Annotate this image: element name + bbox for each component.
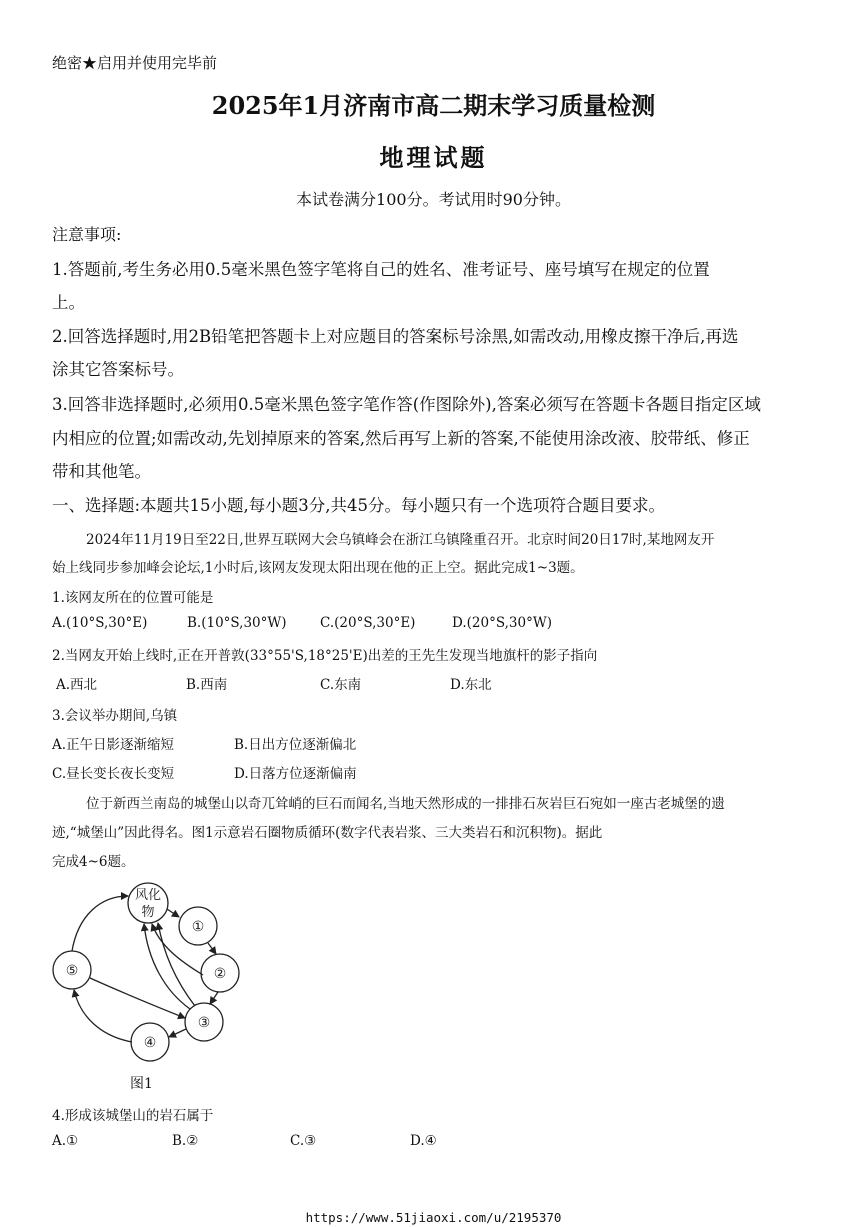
footer-url[interactable]: https://www.51jiaoxi.com/u/2195370 xyxy=(305,1210,562,1225)
exam-info: 本试卷满分100分。考试用时90分钟。 xyxy=(296,190,571,209)
notice-line: 2.回答选择题时,用2B铅笔把答题卡上对应题目的答案标号涂黑,如需改动,用橡皮擦干净后,再选 xyxy=(52,327,739,346)
arrow-5-to-3 xyxy=(90,978,185,1018)
passage-line: 迹,“城堡山”因此得名。图1示意岩石圈物质循环(数字代表岩浆、三大类岩石和沉积物)。据此 xyxy=(52,825,603,841)
arrow-1-to-2 xyxy=(208,943,216,954)
rock-cycle-diagram xyxy=(40,876,250,1066)
passage-line: 2024年11月19日至22日,世界互联网大会乌镇峰会在浙江乌镇隆重召开。北京时间20日17时,某地网友开 xyxy=(86,532,715,548)
passage-line: 位于新西兰南岛的城堡山以奇兀耸峭的巨石而闻名,当地天然形成的一排排石灰岩巨石宛如一座古老城堡的遗 xyxy=(86,796,725,812)
notice-title: 注意事项: xyxy=(52,225,122,244)
node-label: 物 xyxy=(141,905,155,920)
notice-line: 上。 xyxy=(52,293,85,312)
question-4-stem: 4.形成该城堡山的岩石属于 xyxy=(52,1108,214,1124)
notice-line: 1.答题前,考生务必用0.5毫米黑色签字笔将自己的姓名、准考证号、座号填写在规定的位置 xyxy=(52,260,710,279)
arrow-4-to-5 xyxy=(74,990,132,1042)
section-heading: 一、选择题:本题共15小题,每小题3分,共45分。每小题只有一个选项符合题目要求。 xyxy=(52,496,666,515)
q1-option-d: D.(20°S,30°W) xyxy=(452,615,552,631)
confidential-mark: 绝密★启用并使用完毕前 xyxy=(52,54,218,72)
q4-option-a: A.① xyxy=(52,1133,79,1149)
node-label: ① xyxy=(191,919,205,935)
notice-line: 涂其它答案标号。 xyxy=(52,360,184,379)
q2-option-b: B.西南 xyxy=(186,677,228,693)
figure-caption: 图1 xyxy=(130,1076,153,1092)
q1-option-b: B.(10°S,30°W) xyxy=(187,615,287,631)
q4-option-d: D.④ xyxy=(410,1133,437,1149)
arrow-5-to-weathered xyxy=(72,896,128,951)
node-label: 风化 xyxy=(134,888,162,903)
arrow-3-to-4 xyxy=(169,1029,186,1037)
question-1-stem: 1.该网友所在的位置可能是 xyxy=(52,590,214,606)
q4-option-b: B.② xyxy=(172,1133,199,1149)
passage-line: 始上线同步参加峰会论坛,1小时后,该网友发现太阳出现在他的正上空。据此完成1~3题。 xyxy=(52,560,584,576)
q1-option-c: C.(20°S,30°E) xyxy=(320,615,416,631)
node-label: ③ xyxy=(197,1015,211,1031)
subject-title: 地理试题 xyxy=(379,143,488,172)
q3-option-c: C.昼长变长夜长变短 xyxy=(52,766,175,782)
arrow-weathered-to-1 xyxy=(167,909,179,917)
q2-option-d: D.东北 xyxy=(450,677,492,693)
passage-line: 完成4~6题。 xyxy=(52,854,135,870)
node-label: ② xyxy=(213,966,227,982)
exam-title: 2025年1月济南市高二期末学习质量检测 xyxy=(211,91,656,120)
arrow-3-to-weathered-b xyxy=(158,923,195,1006)
q1-option-a: A.(10°S,30°E) xyxy=(52,615,148,631)
q2-option-a: A.西北 xyxy=(56,677,98,693)
notice-line: 内相应的位置;如需改动,先划掉原来的答案,然后再写上新的答案,不能使用涂改液、胶带纸、修正 xyxy=(52,429,750,448)
arrow-2-to-3 xyxy=(210,992,218,1004)
q2-option-c: C.东南 xyxy=(320,677,362,693)
node-label: ⑤ xyxy=(65,963,79,979)
notice-line: 3.回答非选择题时,必须用0.5毫米黑色签字笔作答(作图除外),答案必须写在答题卡各题目指定区域 xyxy=(52,395,761,414)
q4-option-c: C.③ xyxy=(290,1133,317,1149)
question-2-stem: 2.当网友开始上线时,正在开普敦(33°55'S,18°25'E)出差的王先生发现当地旗杆的影子指向 xyxy=(52,648,598,664)
q3-option-b: B.日出方位逐渐偏北 xyxy=(234,737,357,753)
q3-option-d: D.日落方位逐渐偏南 xyxy=(234,766,357,782)
node-label: ④ xyxy=(143,1035,157,1051)
q3-option-a: A.正午日影逐渐缩短 xyxy=(52,737,175,753)
question-3-stem: 3.会议举办期间,乌镇 xyxy=(52,708,178,724)
notice-line: 带和其他笔。 xyxy=(52,462,151,481)
